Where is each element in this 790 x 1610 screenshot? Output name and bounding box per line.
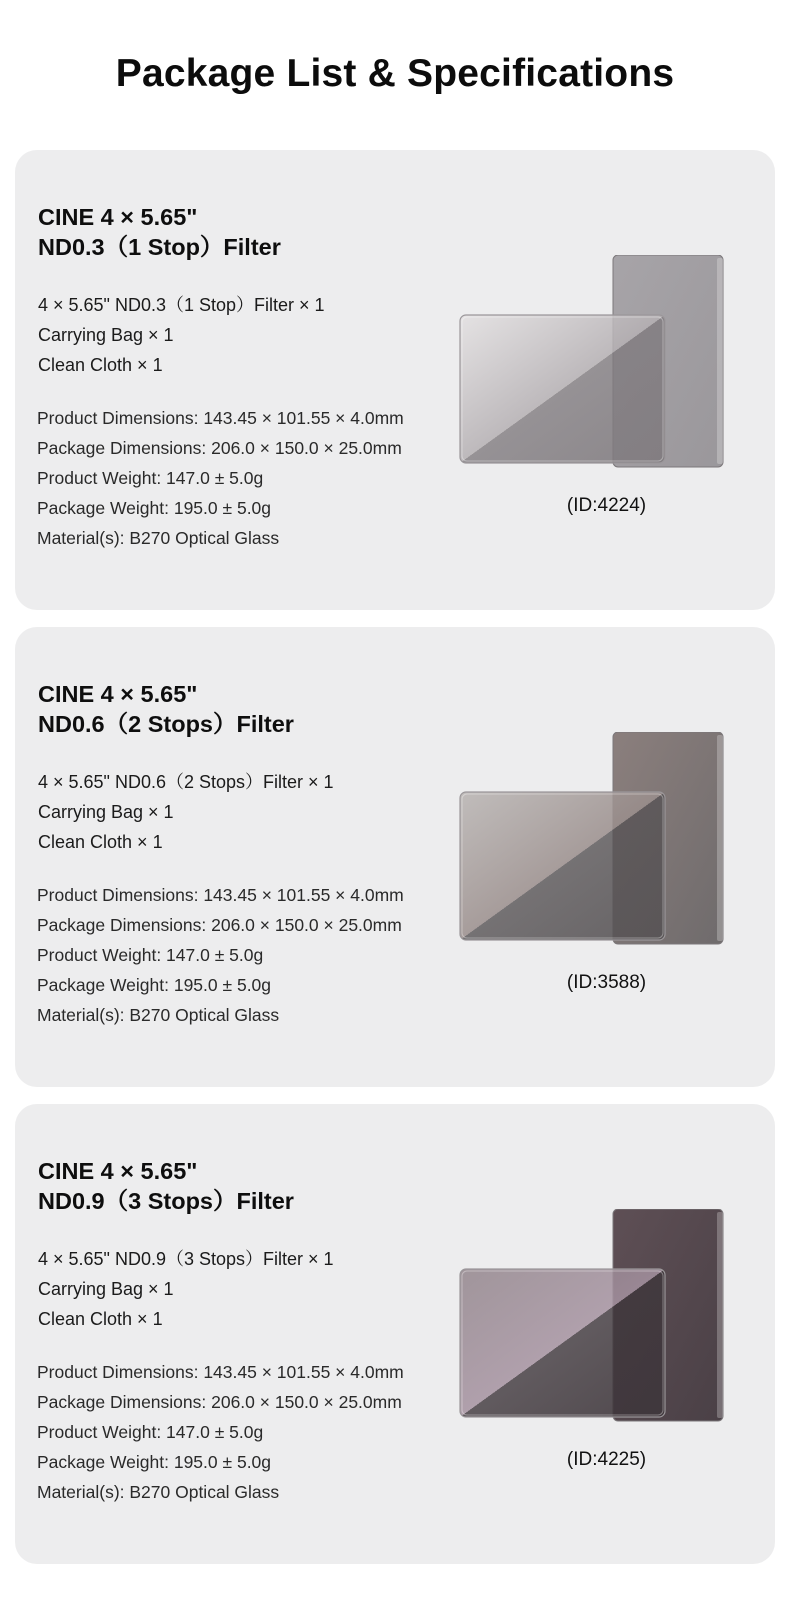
package-item: Clean Cloth × 1 <box>38 355 163 375</box>
spec-package-weight: Package Weight: 195.0 ± 5.0g <box>37 975 272 995</box>
product-title <box>38 1156 294 1216</box>
spec-product-weight: Product Weight: 147.0 ± 5.0g <box>37 1422 264 1442</box>
product-card-nd09 <box>15 1104 775 1564</box>
spec-product-dimensions: Product Dimensions: 143.45 × 101.55 × 4.0mm <box>37 1362 404 1382</box>
package-list <box>38 1244 334 1334</box>
package-item: Carrying Bag × 1 <box>38 1279 174 1299</box>
product-card-nd06 <box>15 627 775 1087</box>
product-image <box>455 1209 755 1434</box>
spec-package-weight: Package Weight: 195.0 ± 5.0g <box>37 498 272 518</box>
product-title-line-2: ND0.6（2 Stops）Filter <box>38 711 294 737</box>
product-title-line-1: CINE 4 × 5.65" <box>38 204 198 230</box>
package-item: Clean Cloth × 1 <box>38 832 163 852</box>
product-image <box>455 255 755 480</box>
spec-product-dimensions: Product Dimensions: 143.45 × 101.55 × 4.0mm <box>37 408 404 428</box>
spec-material: Material(s): B270 Optical Glass <box>37 1482 280 1502</box>
product-title-line-2: ND0.9（3 Stops）Filter <box>38 1188 294 1214</box>
product-title-line-2: ND0.3（1 Stop）Filter <box>38 234 281 260</box>
spec-package-weight: Package Weight: 195.0 ± 5.0g <box>37 1452 272 1472</box>
product-title-line-1: CINE 4 × 5.65" <box>38 1158 198 1184</box>
spec-list <box>37 880 404 1030</box>
package-item: 4 × 5.65" ND0.6（2 Stops）Filter × 1 <box>38 772 334 792</box>
product-image <box>455 732 755 957</box>
spec-list <box>37 403 404 553</box>
package-item: Carrying Bag × 1 <box>38 802 174 822</box>
spec-product-weight: Product Weight: 147.0 ± 5.0g <box>37 468 264 488</box>
spec-product-dimensions: Product Dimensions: 143.45 × 101.55 × 4.0mm <box>37 885 404 905</box>
spec-package-dimensions: Package Dimensions: 206.0 × 150.0 × 25.0mm <box>37 1392 402 1412</box>
package-item: 4 × 5.65" ND0.9（3 Stops）Filter × 1 <box>38 1249 334 1269</box>
product-title <box>38 679 294 739</box>
spec-material: Material(s): B270 Optical Glass <box>37 1005 280 1025</box>
package-item: Carrying Bag × 1 <box>38 325 174 345</box>
product-card-nd03 <box>15 150 775 610</box>
filter-plate-front <box>460 792 665 940</box>
package-item: Clean Cloth × 1 <box>38 1309 163 1329</box>
package-list <box>38 767 334 857</box>
page-title: Package List & Specifications <box>115 52 675 95</box>
product-title <box>38 202 281 262</box>
spec-product-weight: Product Weight: 147.0 ± 5.0g <box>37 945 264 965</box>
spec-package-dimensions: Package Dimensions: 206.0 × 150.0 × 25.0mm <box>37 438 402 458</box>
product-id: (ID:3588) <box>566 972 647 993</box>
filter-plate-front <box>460 1269 665 1417</box>
package-item: 4 × 5.65" ND0.3（1 Stop）Filter × 1 <box>38 295 325 315</box>
spec-package-dimensions: Package Dimensions: 206.0 × 150.0 × 25.0mm <box>37 915 402 935</box>
package-list <box>38 290 325 380</box>
product-id: (ID:4225) <box>566 1449 647 1470</box>
spec-list <box>37 1357 404 1507</box>
filter-plate-front <box>460 315 665 463</box>
product-title-line-1: CINE 4 × 5.65" <box>38 681 198 707</box>
product-id: (ID:4224) <box>566 495 647 516</box>
spec-material: Material(s): B270 Optical Glass <box>37 528 280 548</box>
